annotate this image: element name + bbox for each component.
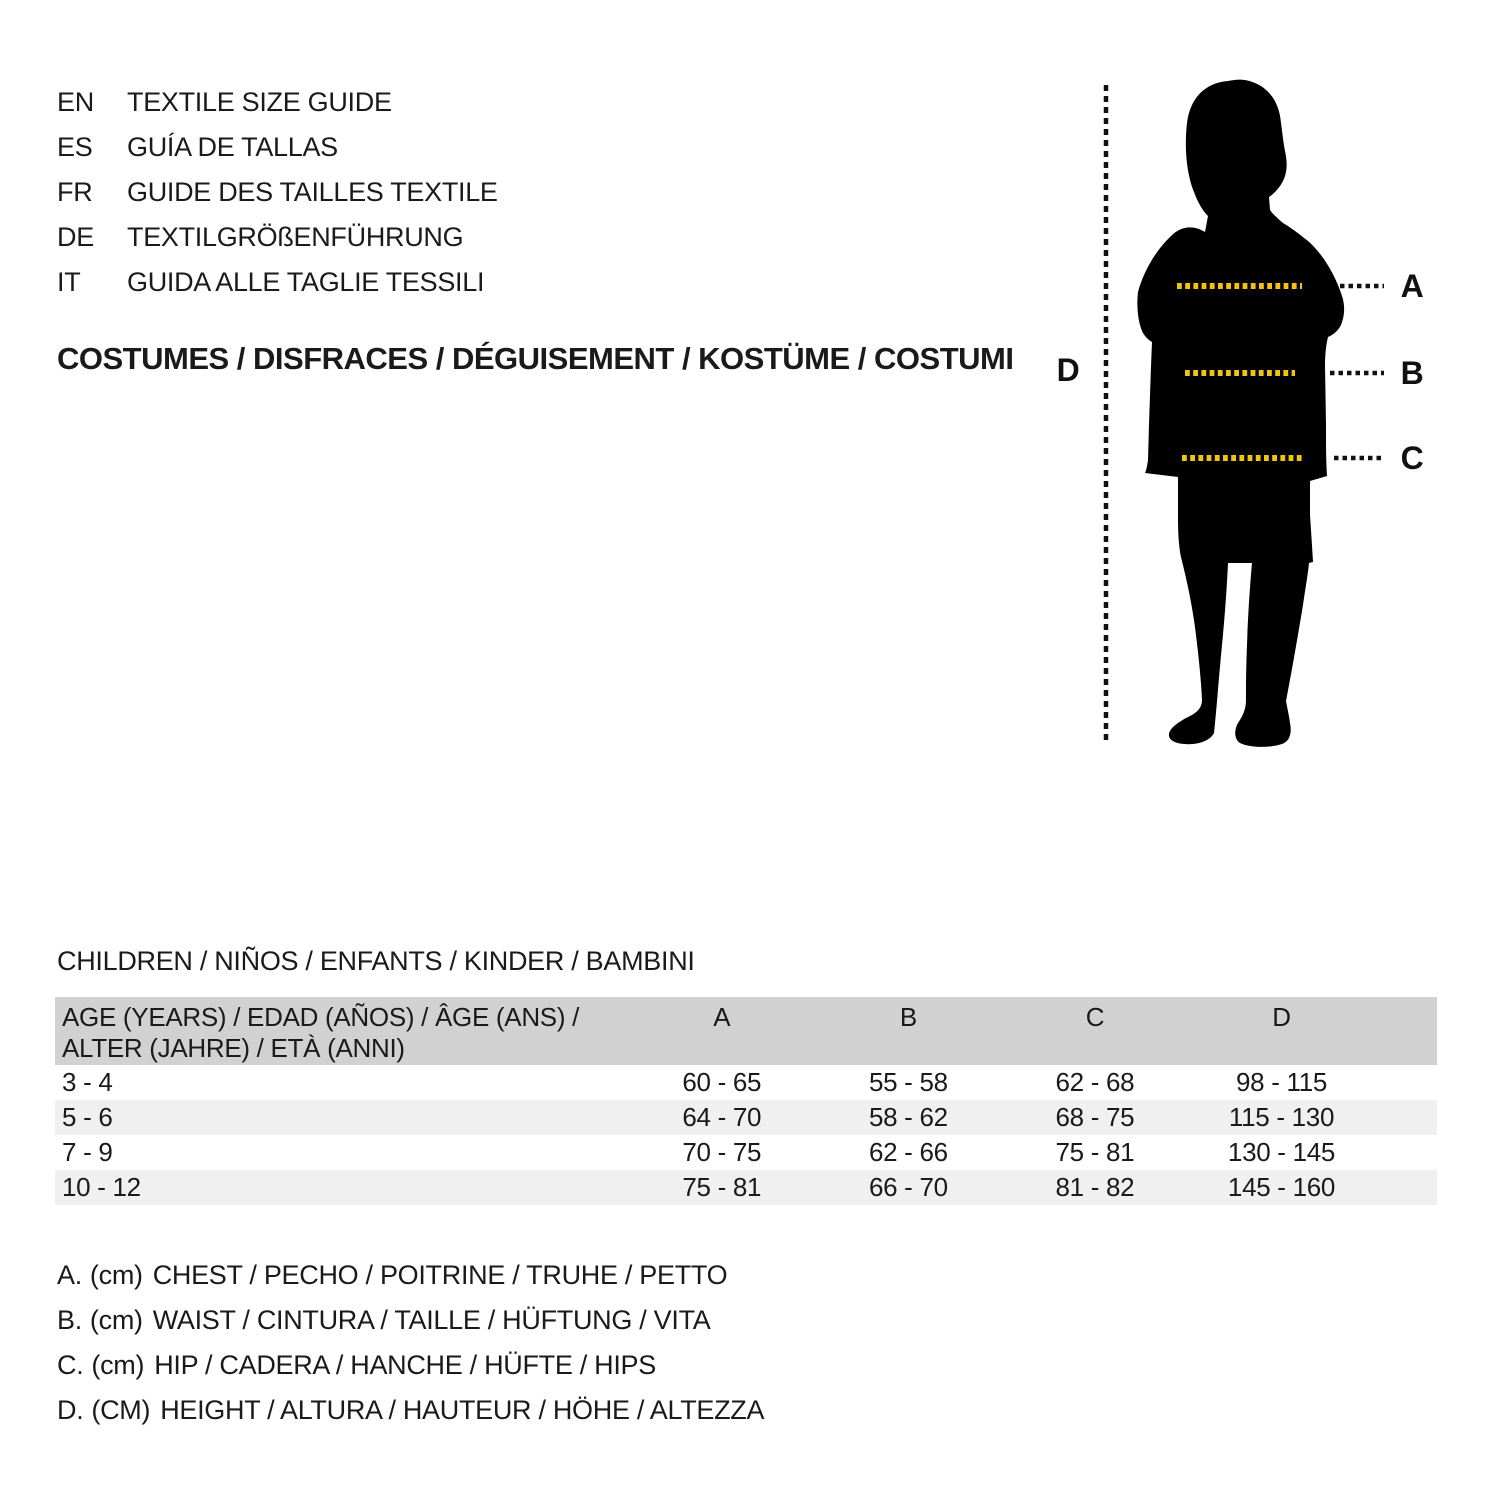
language-row-es [57, 125, 498, 170]
header-filler [1375, 997, 1437, 1065]
legend-item-hip [57, 1343, 764, 1388]
language-code: ES [57, 132, 93, 162]
waist-cell: 55 - 58 [868, 1067, 948, 1097]
legend-key: D. [57, 1395, 84, 1425]
language-row-de [57, 215, 498, 260]
height-label: D [1056, 352, 1080, 388]
child-silhouette [1137, 80, 1344, 747]
legend-unit: (cm) [91, 1350, 145, 1380]
waist-cell: 58 - 62 [868, 1102, 948, 1132]
hip-cell: 75 - 81 [1055, 1137, 1135, 1167]
age-cell: 10 - 12 [62, 1172, 141, 1202]
children-size-table [55, 997, 1437, 1205]
language-title: GUÍA DE TALLAS [127, 132, 338, 162]
column-header-a: A [713, 1002, 731, 1032]
measurement-figure [1040, 65, 1490, 755]
legend-item-waist [57, 1298, 764, 1343]
row-filler [1375, 1065, 1437, 1100]
chest-cell: 75 - 81 [682, 1172, 762, 1202]
chest-cell: 70 - 75 [682, 1137, 762, 1167]
category-title: COSTUMES / DISFRACES / DÉGUISEMENT / KOSTÜME / COSTUMI [57, 341, 1014, 376]
column-header-c: C [1085, 1002, 1105, 1032]
age-header-line2: ALTER (JAHRE) / ETÀ (ANNI) [62, 1033, 405, 1063]
hip-cell: 62 - 68 [1055, 1067, 1135, 1097]
language-title: TEXTILGRÖßENFÜHRUNG [127, 222, 464, 252]
waist-cell: 66 - 70 [868, 1172, 948, 1202]
chest-label: A [1400, 268, 1424, 304]
hip-cell: 68 - 75 [1055, 1102, 1135, 1132]
height-cell: 115 - 130 [1228, 1102, 1335, 1132]
language-title: GUIDA ALLE TAGLIE TESSILI [127, 267, 485, 297]
language-row-en [57, 80, 498, 125]
age-cell: 3 - 4 [62, 1067, 113, 1097]
row-filler [1375, 1100, 1437, 1135]
table-row [55, 1100, 1437, 1135]
chest-cell: 60 - 65 [682, 1067, 762, 1097]
legend-key: C. [57, 1350, 84, 1380]
hip-cell: 81 - 82 [1055, 1172, 1135, 1202]
chest-cell: 64 - 70 [682, 1102, 762, 1132]
legend-item-height [57, 1388, 764, 1433]
size-table-header-row [55, 997, 1437, 1065]
legend-text: WAIST / CINTURA / TAILLE / HÜFTUNG / VITA [152, 1305, 711, 1335]
legend-text: HIP / CADERA / HANCHE / HÜFTE / HIPS [154, 1350, 656, 1380]
table-row [55, 1135, 1437, 1170]
language-title: TEXTILE SIZE GUIDE [127, 87, 392, 117]
legend-item-chest [57, 1253, 764, 1298]
height-cell: 98 - 115 [1235, 1067, 1328, 1097]
column-header-b: B [899, 1002, 917, 1032]
legend-key: B. [57, 1305, 82, 1335]
waist-label: B [1400, 355, 1424, 391]
legend-unit: (CM) [91, 1395, 151, 1425]
age-header-line1: AGE (YEARS) / EDAD (AÑOS) / ÂGE (ANS) / [62, 1002, 580, 1032]
row-filler [1375, 1170, 1437, 1205]
table-row [55, 1170, 1437, 1205]
language-row-it [57, 260, 498, 305]
height-cell: 145 - 160 [1227, 1172, 1336, 1202]
age-cell: 5 - 6 [62, 1102, 113, 1132]
language-code: DE [57, 222, 94, 252]
legend-text: CHEST / PECHO / POITRINE / TRUHE / PETTO [152, 1260, 728, 1290]
legend-text: HEIGHT / ALTURA / HAUTEUR / HÖHE / ALTEZZA [160, 1395, 765, 1425]
hip-label: C [1400, 440, 1424, 476]
measurement-legend [57, 1253, 764, 1433]
language-row-fr [57, 170, 498, 215]
legend-unit: (cm) [89, 1305, 143, 1335]
language-code: EN [57, 87, 94, 117]
language-code: IT [57, 267, 81, 297]
language-code: FR [57, 177, 93, 207]
row-filler [1375, 1135, 1437, 1170]
children-section-title: CHILDREN / NIÑOS / ENFANTS / KINDER / BAMBINI [57, 946, 695, 976]
table-row [55, 1065, 1437, 1100]
legend-unit: (cm) [89, 1260, 143, 1290]
column-header-d: D [1272, 1002, 1291, 1032]
child-silhouette-diagram [1040, 65, 1490, 755]
language-title: GUIDE DES TAILLES TEXTILE [127, 177, 498, 207]
language-title-list [57, 80, 498, 305]
legend-key: A. [57, 1260, 82, 1290]
age-cell: 7 - 9 [62, 1137, 113, 1167]
age-column-header [55, 997, 629, 1065]
height-cell: 130 - 145 [1227, 1137, 1336, 1167]
waist-cell: 62 - 66 [868, 1137, 948, 1167]
